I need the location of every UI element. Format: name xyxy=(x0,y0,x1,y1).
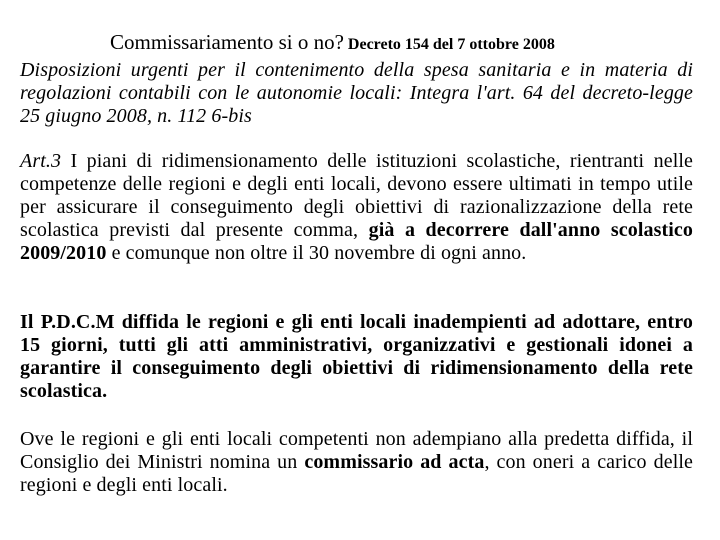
article-text-before: I piani di ridimensionamento delle istituzioni scolastiche, rientranti nelle competenze delle regioni e degli enti locali, devono essere ultimati in tempo utile per assicurare il conseguimento degli obiettivi di razionalizzazione della rete scolastica previsti dal presente comma, xyxy=(20,150,693,241)
heading-title: Commissariamento si o no? xyxy=(110,30,344,54)
commissario-emphasis: commissario ad acta xyxy=(304,451,485,473)
commissario-text-before: Ove le regioni e gli enti locali competenti non adempiano alla predetta diffida, il Consiglio dei Ministri nomina un xyxy=(20,428,693,473)
commissario-text-after: , con oneri a carico delle regioni e degli enti locali. xyxy=(20,451,693,496)
article-paragraph xyxy=(20,150,693,265)
heading xyxy=(110,28,710,59)
heading-decree: Decreto 154 del 7 ottobre 2008 xyxy=(347,36,555,53)
intro-paragraph: Disposizioni urgenti per il contenimento della spesa sanitaria e in materia di regolazioni contabili con le autonomie locali: Integra l'art. 64 del decreto-legge 25 giugno 2008, n. 112 6-bis xyxy=(20,59,693,127)
commissario-paragraph xyxy=(20,428,693,497)
article-text-after: e comunque non oltre il 30 novembre di ogni anno. xyxy=(106,242,527,264)
article-emphasis: già a decorrere dall'anno scolastico 2009/2010 xyxy=(20,219,693,264)
diffida-paragraph: Il P.D.C.M diffida le regioni e gli enti locali inadempienti ad adottare, entro 15 giorni, tutti gli atti amministrativi, organizzativi e gestionali idonei a garantire il conseguimento degli obiettivi di ridimensionamento della rete scolastica. xyxy=(20,311,693,402)
article-label: Art.3 xyxy=(20,150,62,172)
